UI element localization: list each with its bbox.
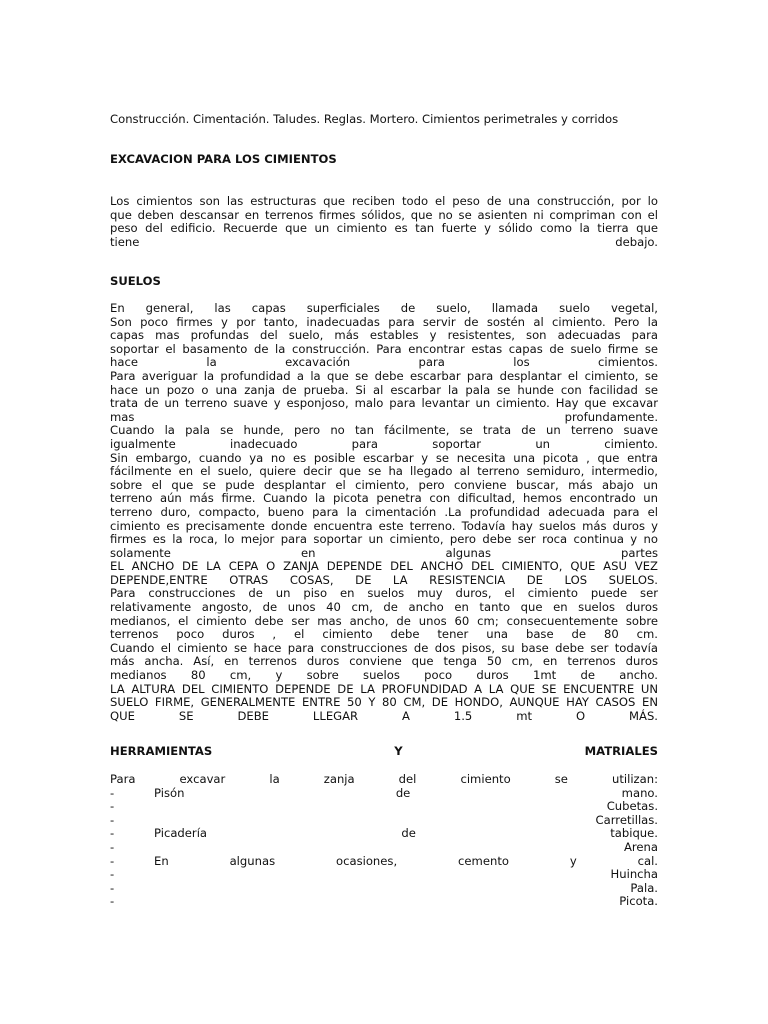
list-item-text: Arena bbox=[623, 839, 658, 854]
text-line: Para averiguar la profundidad a la que se debe escarbar para desplantar el cimiento, se bbox=[110, 368, 658, 383]
heading-mid: Y bbox=[394, 744, 403, 758]
list-item-text: Cubetas. bbox=[606, 799, 658, 814]
list-dash: - bbox=[110, 894, 115, 909]
word: Picadería bbox=[154, 826, 208, 841]
text-line: Cuando el cimiento se hace para construcciones de dos pisos, su base debe ser todavía bbox=[110, 640, 658, 655]
list-item bbox=[110, 855, 658, 869]
list-item-text: Picota. bbox=[619, 894, 658, 909]
tools-intro-text: Para excavar la zanja del cimiento se utilizan: bbox=[110, 772, 658, 786]
text-line: QUE SE DEBE LLEGAR A 1.5 mt O MÁS. bbox=[110, 708, 658, 723]
word: algunas bbox=[229, 853, 276, 868]
text-line: tiene debajo. bbox=[110, 234, 658, 249]
text-line: LA ALTURA DEL CIMIENTO DEPENDE DE LA PROFUNDIDAD A LA QUE SE ENCUENTRE UN bbox=[110, 681, 658, 696]
text-line: Cuando la pala se hunde, pero no tan fácilmente, se trata de un terreno suave bbox=[110, 423, 658, 438]
word: ocasiones, bbox=[336, 853, 398, 868]
list-item bbox=[110, 868, 658, 882]
text-line: cimiento es precisamente donde encuentra este terreno. Todavía hay suelos más duros y bbox=[110, 518, 658, 533]
paragraph-cimientos bbox=[110, 195, 658, 249]
heading-text: EXCAVACION PARA LOS CIMIENTOS bbox=[110, 152, 337, 166]
list-item bbox=[110, 882, 658, 896]
list-item bbox=[110, 841, 658, 855]
list-item bbox=[110, 787, 658, 801]
text-line: hace un pozo o una zanja de prueba. Si al escarbar la pala se hunde con facilidad se bbox=[110, 382, 658, 397]
text-line: mas profundamente. bbox=[110, 409, 658, 424]
list-dash: - bbox=[110, 880, 115, 895]
word: cal. bbox=[637, 853, 658, 868]
text-line: igualmente inadecuado para soportar un cimiento. bbox=[110, 436, 658, 451]
section-heading-herramientas bbox=[110, 745, 658, 759]
word: tabique. bbox=[610, 826, 658, 841]
list-item bbox=[110, 895, 658, 909]
text-line: solamente en algunas partes bbox=[110, 545, 658, 560]
heading-text: SUELOS bbox=[110, 274, 161, 288]
list-item-text bbox=[154, 855, 658, 869]
text-line: SUELO FIRME, GENERALMENTE ENTRE 50 Y 80 CM, DE HONDO, AUNQUE HAY CASOS EN bbox=[110, 695, 658, 710]
word: mano. bbox=[621, 785, 658, 800]
list-item-text: Carretillas. bbox=[595, 812, 658, 827]
text-line: DEPENDE,ENTRE OTRAS COSAS, DE LA RESISTENCIA DE LOS SUELOS. bbox=[110, 572, 658, 587]
list-dash: - bbox=[110, 799, 115, 814]
text-line: medianos 80 cm, y sobre suelos poco duros 1mt de ancho. bbox=[110, 668, 658, 683]
text-line: soportar el basamento de la construcción. Para encontrar estas capas de suelo firme se bbox=[110, 341, 658, 356]
text-line: Los cimientos son las estructuras que reciben todo el peso de una construcción, por lo bbox=[110, 194, 658, 208]
text-line: medianos, el cimiento debe ser mas ancho, de unos 60 cm; consecuentemente sobre bbox=[110, 613, 658, 628]
text-line: Son poco firmes y por tanto, inadecuadas para servir de sostén al cimiento. Pero la bbox=[110, 314, 658, 329]
text-line: más ancha. Así, en terrenos duros conviene que tenga 50 cm, en terrenos duros bbox=[110, 654, 658, 669]
text-line: capas mas profundas del suelo, más estables y resistentes, son adecuadas para bbox=[110, 328, 658, 343]
subtitle-text: Construcción. Cimentación. Taludes. Reglas. Mortero. Cimientos perimetrales y corridos bbox=[110, 112, 619, 126]
list-dash: - bbox=[110, 853, 115, 868]
section-heading-excavacion bbox=[110, 153, 658, 167]
list-dash: - bbox=[110, 812, 115, 827]
text-line: terrenos poco duros , el cimiento debe tener una base de 80 cm. bbox=[110, 627, 658, 642]
text-line: firmes es la roca, lo mejor para soportar un cimiento, pero debe ser roca continua y no bbox=[110, 532, 658, 547]
list-dash: - bbox=[110, 839, 115, 854]
paragraph-suelos bbox=[110, 302, 658, 723]
word: de bbox=[395, 785, 411, 800]
text-line: Sin embargo, cuando ya no es posible escarbar y se necesita una picota , que entra bbox=[110, 450, 658, 465]
text-line: relativamente angosto, de unos 40 cm, de ancho en tanto que en suelos duros bbox=[110, 600, 658, 615]
text-line: trata de un terreno suave y esponjoso, malo para levantar un cimiento. Hay que excavar bbox=[110, 396, 658, 411]
list-item-text bbox=[154, 787, 658, 801]
text-line: terreno aún más firme. Cuando la picota penetra con dificultad, hemos encontrado un bbox=[110, 491, 658, 506]
list-item bbox=[110, 814, 658, 828]
document-subtitle bbox=[110, 113, 658, 127]
list-item bbox=[110, 800, 658, 814]
tools-intro bbox=[110, 773, 658, 787]
tools-list bbox=[110, 787, 658, 909]
word: En bbox=[154, 853, 169, 868]
word: de bbox=[401, 826, 416, 841]
text-line: sobre el que se pude desplantar el cimiento, pero conviene buscar, más abajo un bbox=[110, 477, 658, 492]
list-item-text: Pala. bbox=[630, 880, 658, 895]
text-line: En general, las capas superficiales de suelo, llamada suelo vegetal, bbox=[110, 301, 658, 315]
text-line: que deben descansar en terrenos firmes sólidos, que no se asienten ni compriman con el bbox=[110, 207, 658, 222]
list-item-text bbox=[154, 827, 658, 841]
word: cemento bbox=[458, 853, 509, 868]
text-line: peso del edificio. Recuerde que un cimiento es tan fuerte y sólido como la tierra que bbox=[110, 221, 658, 236]
text-line: Para construcciones de un piso en suelos muy duros, el cimiento puede ser bbox=[110, 586, 658, 601]
list-dash: - bbox=[110, 785, 115, 800]
list-dash: - bbox=[110, 867, 115, 882]
text-line: hace la excavación para los cimientos. bbox=[110, 355, 658, 370]
text-line: fácilmente en el suelo, quiere decir que se ha llegado al terreno semiduro, intermedio, bbox=[110, 464, 658, 479]
list-dash: - bbox=[110, 826, 115, 841]
list-item-text: Huincha bbox=[610, 867, 658, 882]
list-item bbox=[110, 827, 658, 841]
word: y bbox=[569, 853, 577, 868]
text-line: EL ANCHO DE LA CEPA O ZANJA DEPENDE DEL ANCHO DEL CIMIENTO, QUE ASU VEZ bbox=[110, 559, 658, 574]
heading-right: MATRIALES bbox=[584, 744, 658, 758]
section-heading-suelos bbox=[110, 275, 658, 289]
word: Pisón bbox=[154, 785, 185, 800]
heading-left: HERRAMIENTAS bbox=[110, 744, 213, 758]
text-line: terreno duro, compacto, bueno para la cimentación .La profundidad adecuada para el bbox=[110, 504, 658, 519]
